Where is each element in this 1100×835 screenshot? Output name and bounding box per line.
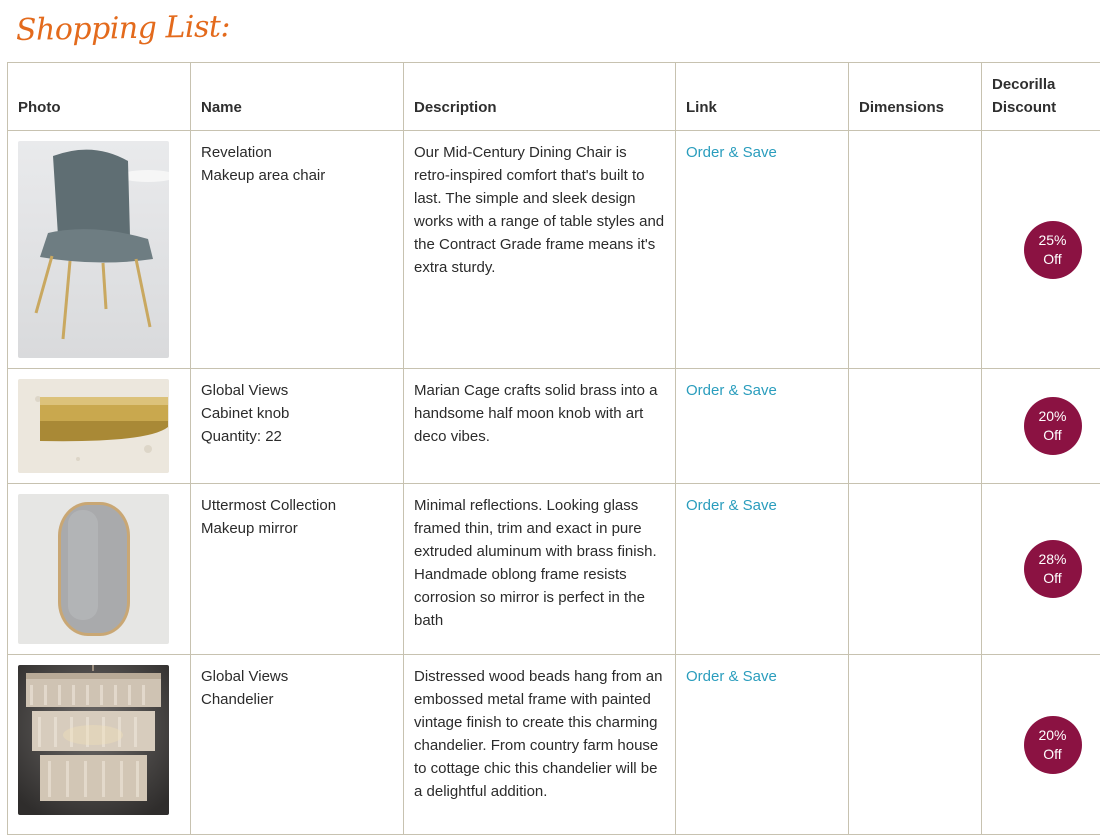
description-cell: Our Mid-Century Dining Chair is retro-inspired comfort that's built to last. The simple and sleek design works with a range of table styles and the Contract Grade frame means it's extra sturdy. <box>404 131 676 369</box>
link-cell <box>676 369 849 484</box>
dimensions-cell <box>849 484 982 655</box>
link-cell <box>676 131 849 369</box>
discount-value: 20% <box>1038 726 1066 745</box>
oval-mirror-image[interactable] <box>18 494 169 644</box>
product-brand: Revelation <box>201 141 393 164</box>
discount-cell <box>982 369 1100 484</box>
discount-badge <box>1024 716 1082 774</box>
column-header-discount-line2: Discount <box>992 96 1097 119</box>
dimensions-cell <box>849 131 982 369</box>
table-row <box>8 655 1100 835</box>
discount-cell <box>982 655 1100 835</box>
dimensions-cell <box>849 655 982 835</box>
link-cell <box>676 484 849 655</box>
photo-cell <box>8 369 191 484</box>
product-type: Chandelier <box>201 688 393 711</box>
product-type: Cabinet knob <box>201 402 393 425</box>
discount-label: Off <box>1043 745 1061 764</box>
header-row <box>8 63 1100 131</box>
product-brand: Global Views <box>201 665 393 688</box>
description-cell: Distressed wood beads hang from an embossed metal frame with painted vintage finish to create this charming chandelier. From country farm house to cottage chic this chandelier will be a delightful addition. <box>404 655 676 835</box>
column-header-description: Description <box>404 63 676 131</box>
column-header-discount <box>982 63 1100 131</box>
table-row <box>8 131 1100 369</box>
product-brand: Global Views <box>201 379 393 402</box>
photo-cell <box>8 484 191 655</box>
discount-badge <box>1024 397 1082 455</box>
page-title: Shopping List: <box>16 4 231 58</box>
discount-badge <box>1024 540 1082 598</box>
product-quantity: Quantity: 22 <box>201 425 393 448</box>
column-header-name: Name <box>191 63 404 131</box>
photo-cell <box>8 655 191 835</box>
table-row <box>8 484 1100 655</box>
discount-label: Off <box>1043 569 1061 588</box>
order-and-save-link[interactable]: Order & Save <box>686 497 777 514</box>
name-cell <box>191 655 404 835</box>
dining-chair-image[interactable] <box>18 141 169 358</box>
order-and-save-link[interactable]: Order & Save <box>686 668 777 685</box>
name-cell <box>191 369 404 484</box>
product-type: Makeup area chair <box>201 164 393 187</box>
product-brand: Uttermost Collection <box>201 494 393 517</box>
discount-value: 20% <box>1038 407 1066 426</box>
discount-value: 28% <box>1038 550 1066 569</box>
description-cell: Marian Cage crafts solid brass into a handsome half moon knob with art deco vibes. <box>404 369 676 484</box>
description-cell: Minimal reflections. Looking glass framed thin, trim and exact in pure extruded aluminum with brass finish. Handmade oblong frame resists corrosion so mirror is perfect in the bath <box>404 484 676 655</box>
photo-cell <box>8 131 191 369</box>
dimensions-cell <box>849 369 982 484</box>
column-header-photo: Photo <box>8 63 191 131</box>
order-and-save-link[interactable]: Order & Save <box>686 382 777 399</box>
column-header-discount-line1: Decorilla <box>992 73 1097 96</box>
link-cell <box>676 655 849 835</box>
discount-label: Off <box>1043 426 1061 445</box>
discount-label: Off <box>1043 250 1061 269</box>
name-cell <box>191 484 404 655</box>
bead-chandelier-image[interactable] <box>18 665 169 815</box>
order-and-save-link[interactable]: Order & Save <box>686 144 777 161</box>
discount-cell <box>982 484 1100 655</box>
shopping-list-table <box>7 62 1100 835</box>
discount-badge <box>1024 221 1082 279</box>
name-cell <box>191 131 404 369</box>
product-type: Makeup mirror <box>201 517 393 540</box>
discount-cell <box>982 131 1100 369</box>
column-header-link: Link <box>676 63 849 131</box>
discount-value: 25% <box>1038 231 1066 250</box>
column-header-dimensions: Dimensions <box>849 63 982 131</box>
table-row <box>8 369 1100 484</box>
brass-knob-image[interactable] <box>18 379 169 473</box>
